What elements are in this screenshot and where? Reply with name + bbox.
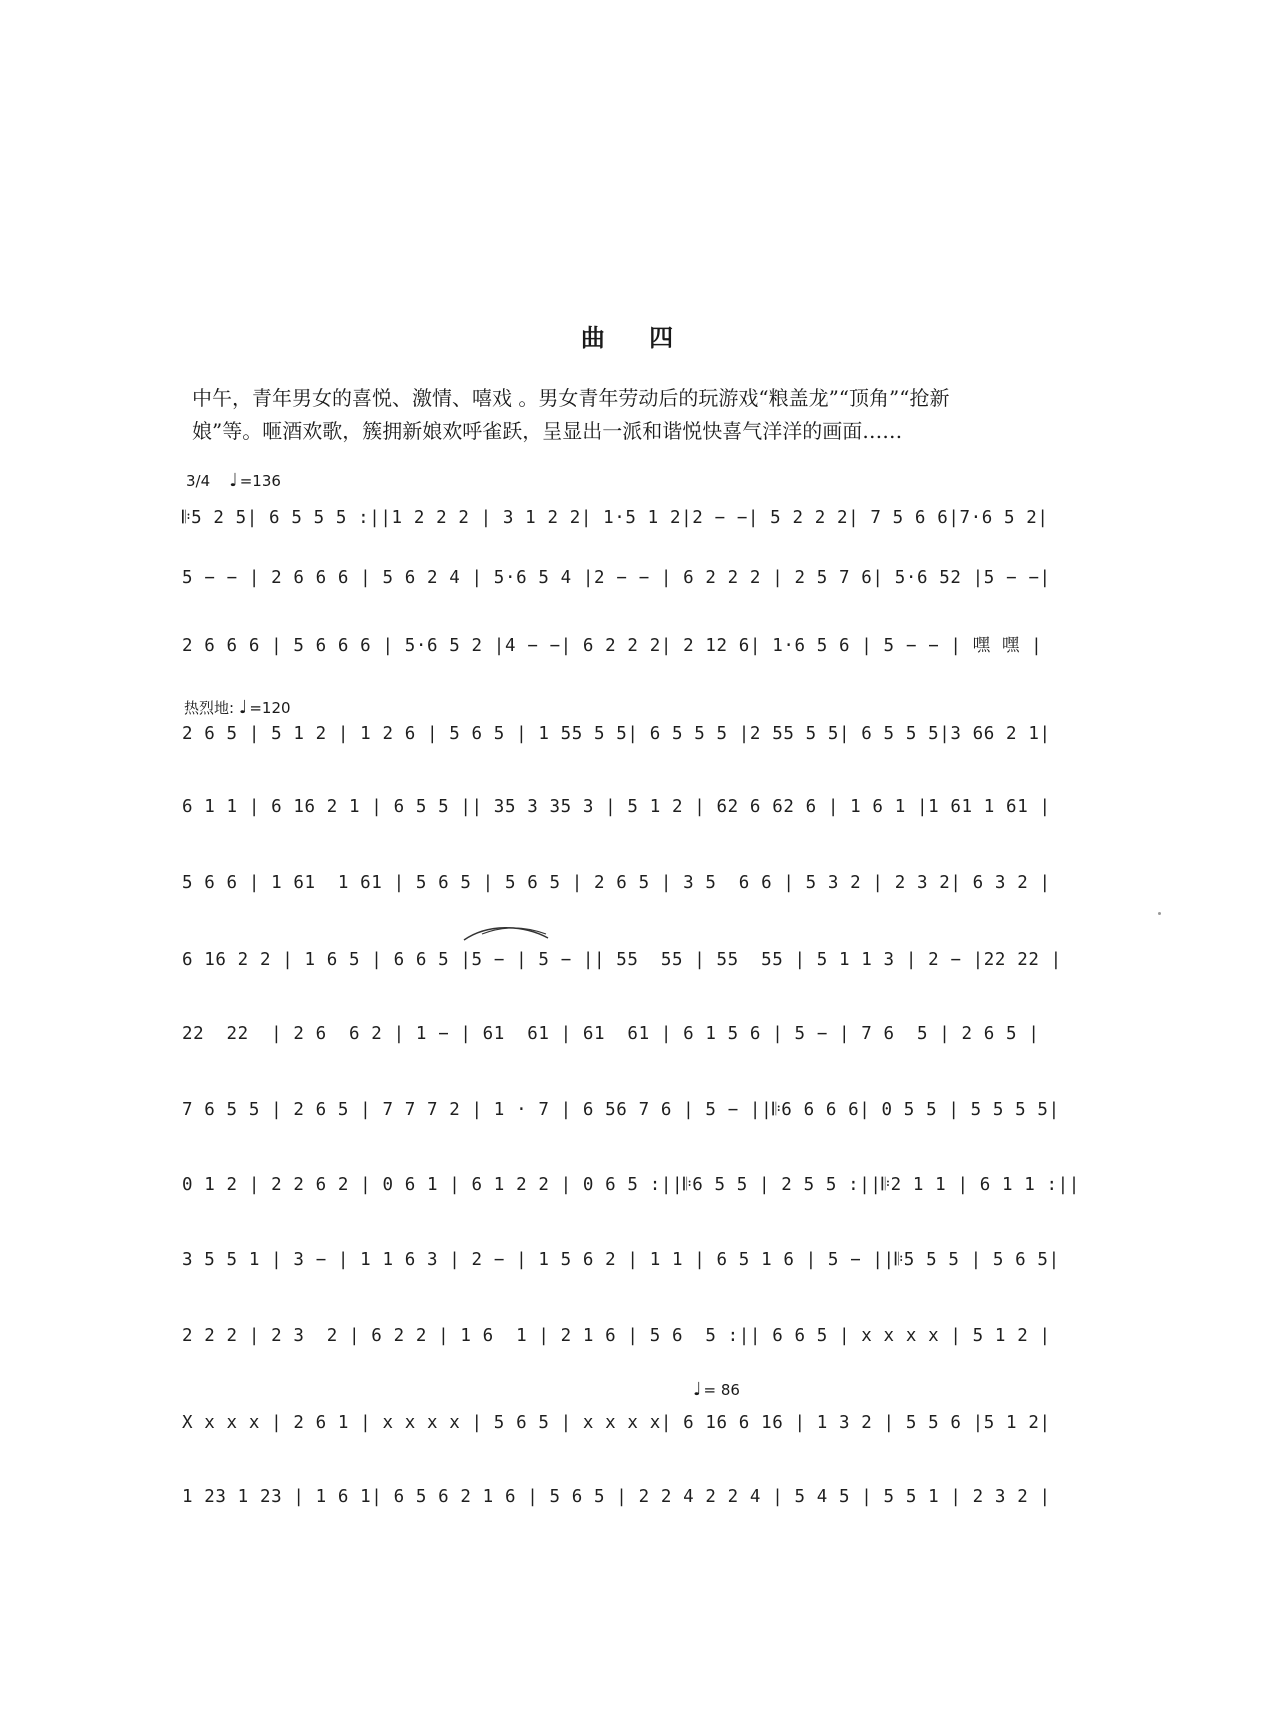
quarter-note-icon: ♩ <box>238 697 248 718</box>
score-line: 2 2 2 | 2 3 2 | 6 2 2 | 1 6 1 | 2 1 6 | 5 6 5 :|| 6 6 5 | x x x x | 5 1 2 | <box>182 1326 1051 1346</box>
tempo-value: =136 <box>239 472 281 490</box>
quarter-note-icon: ♩ <box>693 1379 702 1400</box>
intro-line: 中午，青年男女的喜悦、激情、嘻戏 。男女青年劳动后的玩游戏“粮盖龙”“顶角”“抢新 <box>192 386 950 410</box>
tempo-value: =120 <box>249 699 291 717</box>
score-line: 5 6 6 | 1 61 1 61 | 5 6 5 | 5 6 5 | 2 6 5 | 3 5 6 6 | 5 3 2 | 2 3 2| 6 3 2 | <box>182 873 1051 893</box>
score-line: 3 5 5 1 | 3 − | 1 1 6 3 | 2 − | 1 5 6 2 | 1 1 | 6 5 1 6 | 5 − ||𝄆5 5 5 | 5 6 5| <box>182 1250 1060 1270</box>
quarter-note-icon: ♩ <box>229 470 238 491</box>
score-line: 7 6 5 5 | 2 6 5 | 7 7 7 2 | 1 · 7 | 6 56 7 6 | 5 − ||𝄆6 6 6 6| 0 5 5 | 5 5 5 5| <box>182 1100 1060 1120</box>
score-line: 𝄆5 2 5| 6 5 5 5 :||1 2 2 2 | 3 1 2 2| 1·5 1 2|2 − −| 5 2 2 2| 7 5 6 6|7·6 5 2| <box>182 508 1049 528</box>
paper-speck <box>1158 912 1161 915</box>
score-line: 0 1 2 | 2 2 6 2 | 0 6 1 | 6 1 2 2 | 0 6 5 :||𝄆6 5 5 | 2 5 5 :||𝄆2 1 1 | 6 1 1 :|| <box>182 1175 1080 1195</box>
slur-icon <box>462 924 552 944</box>
expression-marking: 热烈地: <box>184 699 235 717</box>
time-signature: 3/4 <box>186 472 211 490</box>
tempo-marking-1 <box>186 470 281 491</box>
score-line: 6 16 2 2 | 1 6 5 | 6 6 5 |5 − | 5 − || 55 55 | 55 55 | 5 1 1 3 | 2 − |22 22 | <box>182 950 1062 970</box>
score-line: 1 23 1 23 | 1 6 1| 6 5 6 2 1 6 | 5 6 5 | 2 2 4 2 2 4 | 5 4 5 | 5 5 1 | 2 3 2 | <box>182 1487 1051 1507</box>
score-line: 2 6 6 6 | 5 6 6 6 | 5·6 5 2 |4 − −| 6 2 2 2| 2 12 6| 1·6 5 6 | 5 − − | 嘿 嘿 | <box>182 636 1043 656</box>
score-line: 2 6 5 | 5 1 2 | 1 2 6 | 5 6 5 | 1 55 5 5| 6 5 5 5 |2 55 5 5| 6 5 5 5|3 66 2 1| <box>182 724 1051 744</box>
intro-paragraph <box>192 382 1132 448</box>
intro-line: 娘”等。咂酒欢歌，簇拥新娘欢呼雀跃，呈显出一派和谐悦快喜气洋洋的画面…… <box>192 419 903 443</box>
score-line: 5 − − | 2 6 6 6 | 5 6 2 4 | 5·6 5 4 |2 − − | 6 2 2 2 | 2 5 7 6| 5·6 52 |5 − −| <box>182 568 1051 588</box>
score-line: X x x x | 2 6 1 | x x x x | 5 6 5 | x x x x| 6 16 6 16 | 1 3 2 | 5 5 6 |5 1 2| <box>182 1413 1051 1433</box>
score-line: 6 1 1 | 6 16 2 1 | 6 5 5 || 35 3 35 3 | 5 1 2 | 62 6 62 6 | 1 6 1 |1 61 1 61 | <box>182 797 1051 817</box>
tempo-marking-3 <box>693 1379 740 1400</box>
tempo-marking-2 <box>184 697 291 718</box>
score-line: 22 22 | 2 6 6 2 | 1 − | 61 61 | 61 61 | 6 1 5 6 | 5 − | 7 6 5 | 2 6 5 | <box>182 1024 1040 1044</box>
tempo-value: = 86 <box>703 1381 740 1399</box>
page-title: 曲 四 <box>580 323 692 352</box>
